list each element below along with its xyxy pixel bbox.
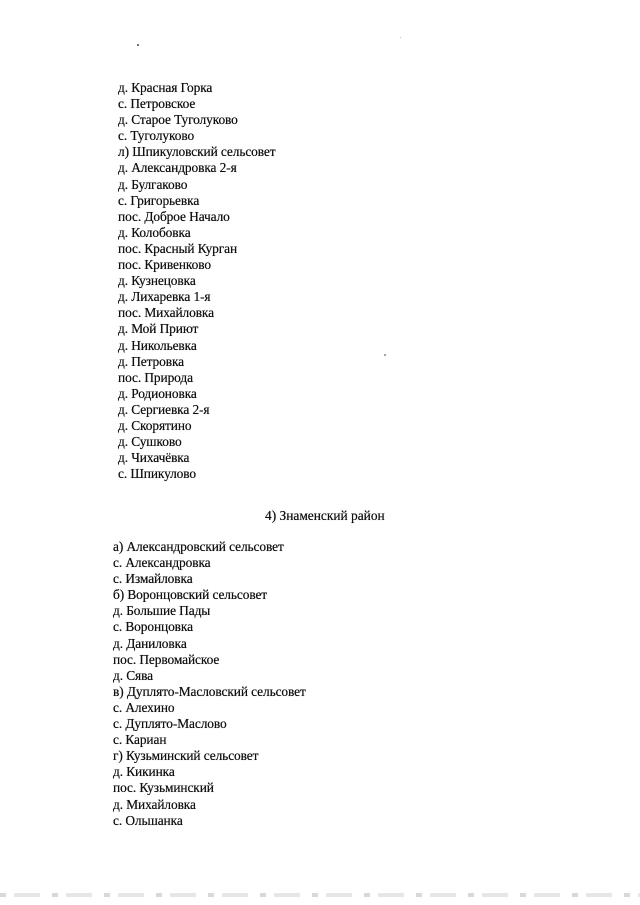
list-item: д. Булгаково bbox=[118, 176, 188, 192]
list-item: пос. Михайловка bbox=[118, 305, 214, 321]
list-item: д. Сушково bbox=[118, 434, 182, 450]
list-item-council-heading: г) Кузьминский сельсовет bbox=[113, 748, 259, 764]
list-item: с. Туголуково bbox=[118, 128, 195, 144]
list-item: д. Лихаревка 1-я bbox=[118, 289, 211, 305]
list-item: д. Даниловка bbox=[113, 635, 187, 651]
list-item: с. Шпикулово bbox=[118, 466, 197, 482]
list-item: д. Петровка bbox=[118, 353, 184, 369]
scan-speck bbox=[384, 354, 386, 356]
list-item: д. Михайловка bbox=[113, 796, 196, 812]
list-item: д. Большие Пады bbox=[113, 603, 211, 619]
list-item: д. Красная Горка bbox=[118, 80, 213, 95]
list-item-council-heading: а) Александровский сельсовет bbox=[113, 539, 284, 554]
list-item: пос. Красный Курган bbox=[118, 240, 238, 256]
list-item: д. Родионовка bbox=[118, 385, 197, 401]
scan-speck bbox=[137, 44, 139, 46]
list-item: пос. Кривенково bbox=[118, 257, 211, 273]
list-item: д. Скорятино bbox=[118, 417, 192, 433]
list-item: пос. Первомайское bbox=[113, 651, 220, 667]
list-item: с. Измайловка bbox=[113, 571, 193, 587]
list-item: с. Дуплято-Маслово bbox=[113, 716, 227, 732]
list-item: с. Воронцовка bbox=[113, 619, 193, 635]
list-item: д. Колобовка bbox=[118, 224, 191, 240]
settlement-list-top bbox=[118, 80, 276, 482]
list-item: д. Чихачёвка bbox=[118, 450, 190, 466]
list-item-council-heading: л) Шпикуловский сельсовет bbox=[118, 144, 276, 160]
scan-speck bbox=[400, 37, 401, 38]
list-item-council-heading: в) Дуплято-Масловский сельсовет bbox=[113, 683, 306, 699]
list-item: д. Кузнецовка bbox=[118, 273, 196, 289]
list-item-council-heading: б) Воронцовский сельсовет bbox=[113, 587, 268, 603]
list-item: с. Кариан bbox=[113, 732, 167, 748]
list-item: пос. Кузьминский bbox=[113, 780, 214, 796]
list-item: с. Алехино bbox=[113, 699, 175, 715]
section-heading: 4) Знаменский район bbox=[265, 508, 385, 523]
list-item: д. Сергиевка 2-я bbox=[118, 401, 210, 417]
list-item: д. Александровка 2-я bbox=[118, 160, 237, 176]
list-item: д. Старое Туголуково bbox=[118, 112, 238, 128]
list-item: пос. Доброе Начало bbox=[118, 208, 230, 224]
scan-edge-artifact bbox=[0, 893, 640, 897]
list-item: пос. Природа bbox=[118, 369, 193, 385]
list-item: д. Кикинка bbox=[113, 764, 175, 780]
list-item: д. Мой Приют bbox=[118, 321, 199, 337]
list-item: д. Сява bbox=[113, 667, 153, 683]
list-item: с. Григорьевка bbox=[118, 192, 200, 208]
list-item: с. Петровское bbox=[118, 96, 196, 112]
list-item: с. Александровка bbox=[113, 555, 211, 571]
list-item: д. Никольевка bbox=[118, 337, 197, 353]
list-item: с. Ольшанка bbox=[113, 812, 183, 828]
settlement-list-bottom bbox=[113, 539, 306, 829]
